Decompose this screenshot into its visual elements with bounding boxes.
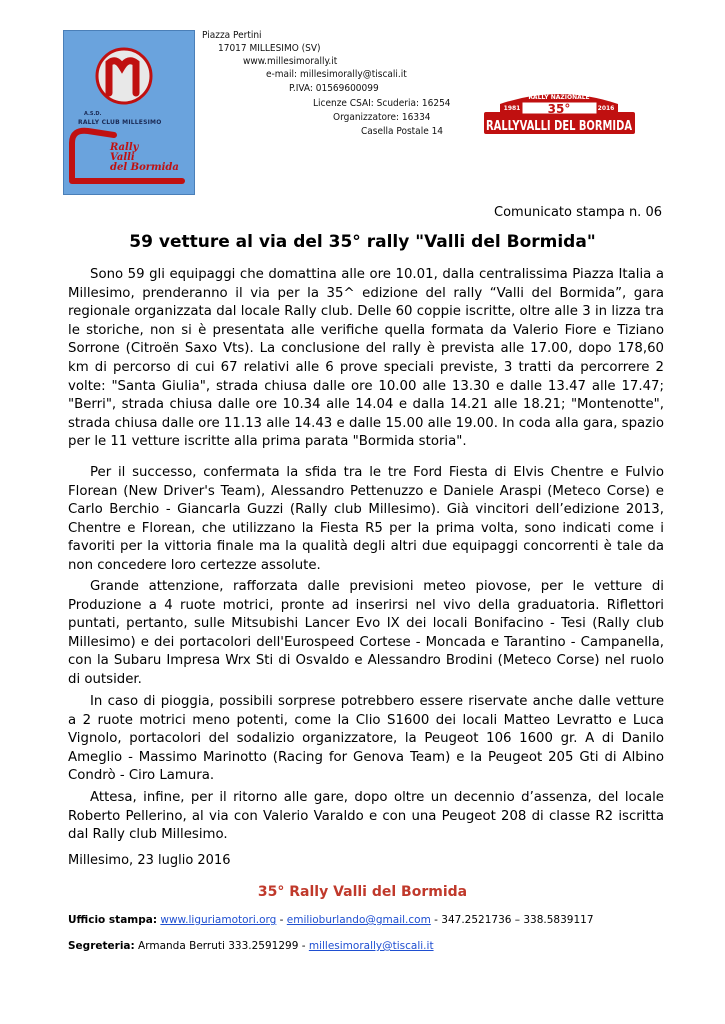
press-release-number: Comunicato stampa n. 06 [494, 205, 662, 220]
paragraph-3: Grande attenzione, rafforzata dalle previsioni meteo piovose, per le vetture di Produzione a 4 ruote motrici, pronte ad inserirsi nel vivo della graduatoria. Riflettori puntati, pertanto, sulle Mitsubishi Lancer Evo IX dei locali Bonifacino - Tesi (Rally club Millesimo) e dei portacolori dell'Eurospeed Cortese - Moncada e Tarantino - Campanella, con la Subaru Impresa Wrx Sti di Osvaldo e Alessandro Brodini (Meteco Corse) nel ruolo di outsider. [68, 579, 664, 687]
logo-club-name: RALLY CLUB MILLESIMO [78, 119, 162, 126]
ufficio-sep: - [276, 914, 287, 926]
address-line-piva: P.IVA: 01569600099 [289, 83, 379, 94]
ufficio-stampa [68, 914, 594, 926]
address-line-street: Piazza Pertini [202, 30, 262, 41]
segreteria-label: Segreteria: [68, 940, 135, 952]
address-line-casella: Casella Postale 14 [361, 126, 444, 137]
logo-rally-line1: Rally [110, 142, 139, 153]
rally-nazionale-logo [482, 88, 637, 138]
address-line-organizzatore: Organizzatore: 16334 [333, 112, 431, 123]
address-line-email: e-mail: millesimorally@tiscali.it [266, 69, 407, 80]
logo-year-right: 2016 [597, 105, 615, 112]
logo-rally-words [110, 143, 179, 173]
logo-name: RALLYVALLI DEL BORMIDA [486, 119, 632, 134]
date-line: Millesimo, 23 luglio 2016 [68, 853, 231, 868]
ufficio-label: Ufficio stampa: [68, 914, 158, 926]
rally-logo-graphic [482, 88, 637, 138]
email-link[interactable]: emilioburlando@gmail.com [286, 914, 431, 926]
liguriamotori-link[interactable]: www.liguriamotori.org [160, 914, 277, 926]
paragraph-5: Attesa, infine, per il ritorno alle gare, dopo oltre un decennio d’assenza, del locale Roberto Pellerino, al via con Valerio Varaldo e con una Peugeot 208 di classe R2 iscritta dal Rally club Millesimo. [68, 790, 664, 843]
logo-year-left: 1981 [503, 105, 521, 112]
logo-asd: A.S.D. [84, 111, 102, 117]
paragraph-1: Sono 59 gli equipaggi che domattina alle ore 10.01, dalla centralissima Piazza Italia a Millesimo, prenderanno il via per la 35^ edizione del rally “Valli del Bormida”, gara regionale organizzata dal locale Rally club. Delle 60 coppie iscritte, oltre alle 3 in lizza tra le storiche, non si è presentata alle verifiche quella formata da Valerio Fiore e Tiziano Sorrone (Citroën Saxo Vts). La conclusione del rally è prevista alle 17.00, dopo 178,60 km di percorso di cui 67 relativi alle 6 prove speciali previste, 3 tratti da percorrere 2 volte: "Santa Giulia", strada chiusa dalle ore 10.00 alle 13.30 e dalle 13.47 alle 17.47; "Berri", strada chiusa dalle ore 10.34 alle 14.04 e dalla 14.21 alle 18.21; "Montenotte", strada chiusa dalle ore 11.13 alle 14.43 e dalle 15.00 alle 19.00. In coda alla gara, spazio per le 11 vetture iscritte alla prima parata "Bormida storia". [68, 267, 664, 450]
ufficio-phones: - 347.2521736 – 338.5839117 [430, 914, 594, 926]
paragraph-4: In caso di pioggia, possibili sorprese potrebbero essere riservate anche dalle vetture a 2 ruote motrici meno potenti, come la Clio S1600 dei locali Matteo Levratto e Luca Vignolo, portacolori del sodalizio organizzatore, la Peugeot 106 1600 gr. A di Danilo Ameglio - Massimo Marinotto (Racing for Genova Team) e la Peugeot 205 Gti di Albino Condrò - Ciro Lamura. [68, 694, 664, 784]
logo-rally-line2: Valli [110, 152, 135, 163]
segreteria-text: Armanda Berruti 333.2591299 - [134, 940, 309, 952]
segreteria [68, 940, 434, 952]
rally-club-logo [63, 30, 195, 195]
paragraph-2: Per il successo, confermata la sfida tra le tre Ford Fiesta di Elvis Chentre e Fulvio Florean (New Driver's Team), Alessandro Pettenuzzo e Daniele Araspi (Meteco Corse) e Carlo Berchio - Giancarla Guzzi (Rally club Millesimo). Già vincitori dell’edizione 2013, Chentre e Florean, che utilizzano la Fiesta R5 per la prima volta, sono indicati come i favoriti per la vittoria finale ma la qualità degli altri due equipaggi concorrenti è tale da non concedere loro certezze assolute. [68, 465, 664, 573]
logo-number: 35° [547, 102, 571, 116]
logo-top-text: RALLY NAZIONALE [528, 94, 590, 101]
document-title: 59 vetture al via del 35° rally "Valli del Bormida" [129, 232, 596, 252]
address-line-city: 17017 MILLESIMO (SV) [218, 43, 321, 54]
segreteria-email-link[interactable]: millesimorally@tiscali.it [308, 940, 434, 952]
footer-title: 35° Rally Valli del Bormida [257, 884, 468, 900]
address-line-website: www.millesimorally.it [243, 56, 338, 67]
address-line-licenze: Licenze CSAI: Scuderia: 16254 [313, 98, 451, 109]
logo-rally-line3: del Bormida [110, 162, 179, 173]
